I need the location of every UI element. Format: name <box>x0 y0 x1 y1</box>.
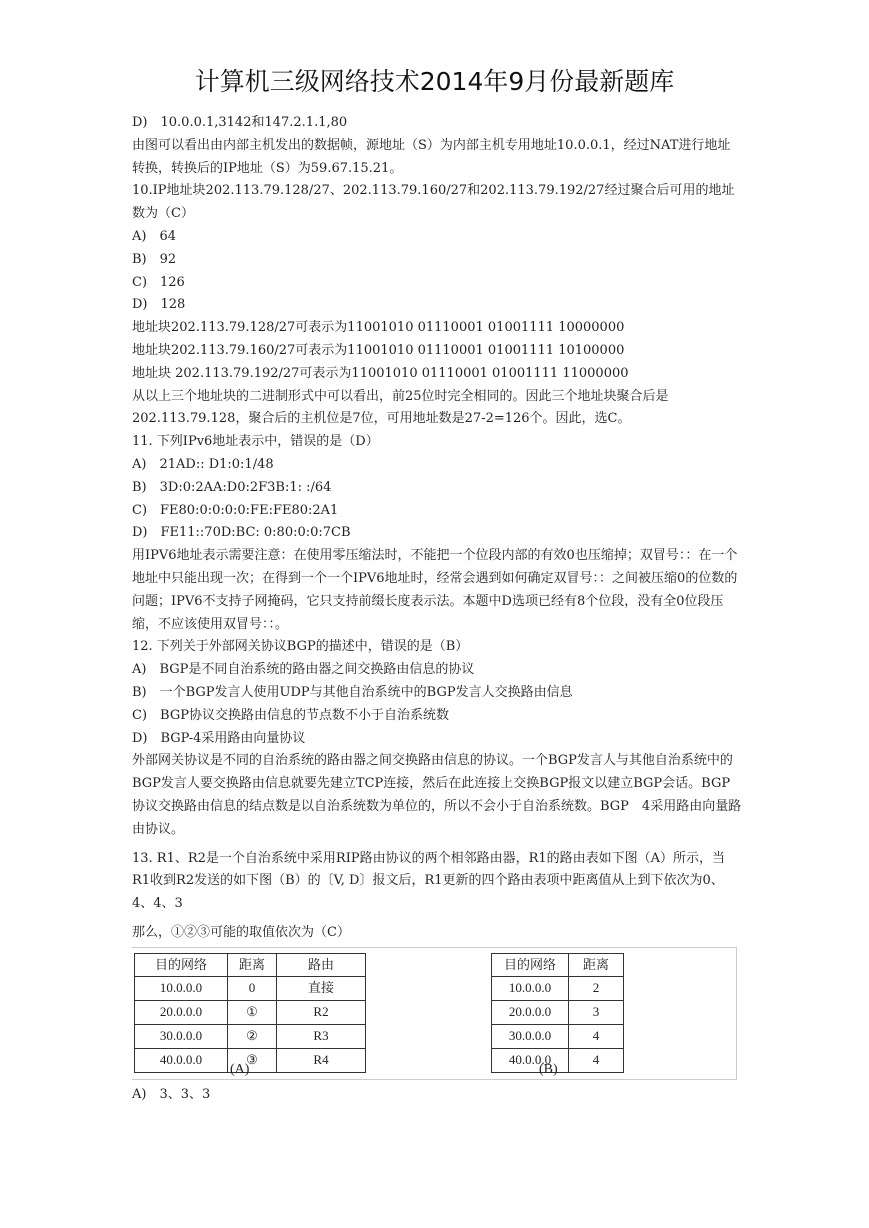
routing-table-figure <box>132 947 737 1080</box>
table-cell: 10.0.0.0 <box>135 977 228 1001</box>
routing-table-a <box>134 953 366 1073</box>
routing-table-b <box>491 953 624 1073</box>
caption-a: (A) <box>230 1061 250 1077</box>
binary-line-2: 地址块202.113.79.160/27可表示为11001010 01110001 01001111 10100000 <box>132 342 625 358</box>
table-header-row <box>492 953 624 977</box>
table-header: 距离 <box>569 953 624 977</box>
option-a-q12: A) BGP是不同自治系统的路由器之间交换路由信息的协议 <box>132 662 475 678</box>
table-row <box>135 977 366 1001</box>
table-row <box>492 977 624 1001</box>
table-cell: 0 <box>228 977 277 1001</box>
table-cell: 40.0.0.0 <box>492 1048 569 1072</box>
question-10: 10.IP地址块202.113.79.128/27、202.113.79.160/27和202.113.79.192/27经过聚合后可用的地址数为（C） <box>132 183 735 222</box>
option-d-q10: D) 128 <box>132 297 186 313</box>
explanation-q9: 由图可以看出由内部主机发出的数据帧，源地址（S）为内部主机专用地址10.0.0.1，经过NAT进行地址转换，转换后的IP地址（S）为59.67.15.21。 <box>132 137 731 176</box>
explanation-q10: 从以上三个地址块的二进制形式中可以看出，前25位时完全相同的。因此三个地址块聚合后是202.113.79.128，聚合后的主机位是7位，可用地址数是27-2=126个。因此，选C。 <box>132 388 669 427</box>
question-13-prompt: 那么，①②③可能的取值依次为（C） <box>132 924 350 940</box>
option-b-q10: B) 92 <box>132 251 177 267</box>
table-header: 路由 <box>277 953 366 977</box>
option-a-q11: A) 21AD:: D1:0:1/48 <box>132 456 274 472</box>
table-header: 目的网络 <box>492 953 569 977</box>
binary-line-1: 地址块202.113.79.128/27可表示为11001010 01110001 01001111 10000000 <box>132 320 625 336</box>
table-cell: ③ <box>228 1048 277 1072</box>
explanation-q11: 用IPV6地址表示需要注意：在使用零压缩法时，不能把一个位段内部的有效0也压缩掉；双冒号：：在一个地址中只能出现一次；在得到一个一个IPV6地址时，经常会遇到如何确定双冒号：：之间被压缩0的位数的问题；IPV6不支持子网掩码，它只支持前缀长度表示法。本题中D选项已经有8个位段，没有全0位段压缩，不应该使用双冒号：：。 <box>132 548 738 632</box>
option-a-q10: A) 64 <box>132 228 177 244</box>
option-a-q13: A) 3、3、3 <box>132 1086 211 1102</box>
table-row <box>135 1001 366 1025</box>
table-header: 距离 <box>228 953 277 977</box>
figure-divider <box>132 1079 736 1080</box>
table-cell: 3 <box>569 1001 624 1025</box>
option-d-q11: D) FE11::70D:BC: 0:80:0:0:7CB <box>132 525 351 541</box>
document-body <box>132 112 742 1106</box>
question-11: 11. 下列IPv6地址表示中，错误的是（D） <box>132 434 379 450</box>
page-title: 计算机三级网络技术2014年9月份最新题库 <box>194 67 675 96</box>
table-cell: 2 <box>569 977 624 1001</box>
table-header: 目的网络 <box>135 953 228 977</box>
table-cell: ① <box>228 1001 277 1025</box>
table-cell: 4 <box>569 1025 624 1049</box>
table-cell: 20.0.0.0 <box>135 1001 228 1025</box>
table-cell: 10.0.0.0 <box>492 977 569 1001</box>
option-d-q12: D) BGP-4采用路由向量协议 <box>132 730 306 746</box>
option-c-q11: C) FE80:0:0:0:0:FE:FE80:2A1 <box>132 502 339 518</box>
option-b-q12: B) 一个BGP发言人使用UDP与其他自治系统中的BGP发言人交换路由信息 <box>132 684 573 700</box>
table-row <box>135 1048 366 1072</box>
table-cell: ② <box>228 1025 277 1049</box>
table-cell: 直接 <box>277 977 366 1001</box>
option-c-q12: C) BGP协议交换路由信息的节点数不小于自治系统数 <box>132 707 449 723</box>
table-cell: 40.0.0.0 <box>135 1048 228 1072</box>
table-row <box>135 1025 366 1049</box>
table-cell: R2 <box>277 1001 366 1025</box>
table-cell: 20.0.0.0 <box>492 1001 569 1025</box>
option-c-q10: C) 126 <box>132 274 185 290</box>
explanation-q12: 外部网关协议是不同的自治系统的路由器之间交换路由信息的协议。一个BGP发言人与其他自治系统中的BGP发言人要交换路由信息就要先建立TCP连接，然后在此连接上交换BGP报文以建立BGP会话。BGP协议交换路由信息的结点数是以自治系统数为单位的，所以不会小于自治系统数。BGP 4采用路由向量路由协议。 <box>132 753 742 837</box>
table-cell: R3 <box>277 1025 366 1049</box>
answer-d-q9: D) 10.0.0.1,3142和147.2.1.1,80 <box>132 115 348 130</box>
table-row <box>492 1025 624 1049</box>
question-13: 13. R1、R2是一个自治系统中采用RIP路由协议的两个相邻路由器，R1的路由表如下图（A）所示，当R1收到R2发送的如下图（B）的〔V, D〕报文后，R1更新的四个路由表项中距离值从上到下依次为0、4、4、3 <box>132 850 726 912</box>
table-cell: 4 <box>569 1048 624 1072</box>
table-cell: R4 <box>277 1048 366 1072</box>
question-12: 12. 下列关于外部网关协议BGP的描述中，错误的是（B） <box>132 639 469 655</box>
binary-line-3: 地址块 202.113.79.192/27可表示为11001010 01110001 01001111 11000000 <box>132 365 629 381</box>
caption-b: (B) <box>539 1061 558 1077</box>
option-b-q11: B) 3D:0:2AA:D0:2F3B:1: :/64 <box>132 479 332 495</box>
table-cell: 30.0.0.0 <box>492 1025 569 1049</box>
table-row <box>492 1001 624 1025</box>
table-cell: 30.0.0.0 <box>135 1025 228 1049</box>
table-header-row <box>135 953 366 977</box>
